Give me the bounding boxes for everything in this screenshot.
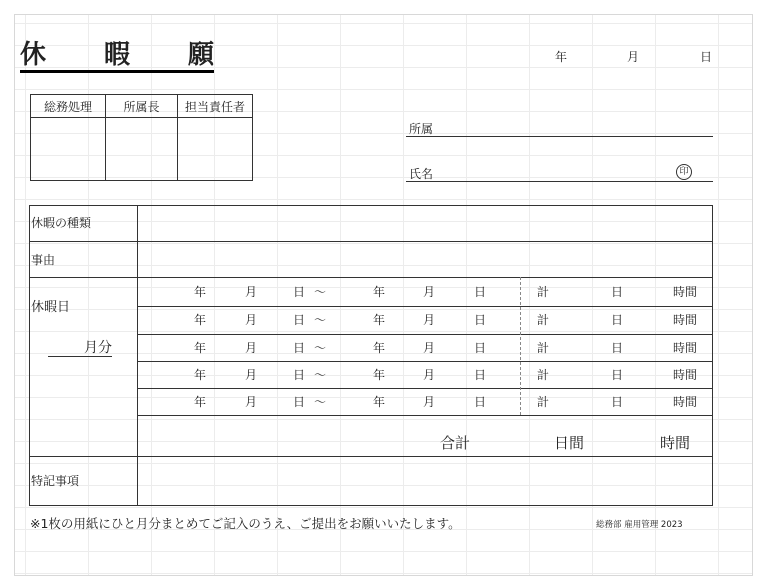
- date-row-hours-label: 時間: [673, 313, 698, 327]
- row-divider: [29, 277, 713, 278]
- date-row-from-year-label: 年: [194, 313, 207, 327]
- name-field[interactable]: [406, 181, 713, 182]
- submission-note: ※1枚の用紙にひと月分まとめてご記入のうえ、ご提出をお願いいたします。: [30, 516, 461, 531]
- date-row-days-label: 日: [611, 285, 624, 299]
- date-row-hours-label: 時間: [673, 341, 698, 355]
- date-row-days-label: 日: [611, 313, 624, 327]
- date-row-days-label: 日: [611, 341, 624, 355]
- date-row-days-label: 日: [611, 395, 624, 409]
- approval-header-general-affairs: 総務処理: [31, 95, 106, 118]
- leave-dates-label: 休暇日: [31, 300, 71, 315]
- date-month-label: 月: [627, 50, 640, 64]
- date-row-to-day-label: 日: [474, 368, 487, 382]
- leave-type-label: 休暇の種類: [31, 216, 92, 230]
- affiliation-label: 所属: [409, 122, 434, 136]
- date-row-hours-label: 時間: [673, 368, 698, 382]
- date-row-tilde-label: 〜: [314, 313, 327, 327]
- date-row-to-month-label: 月: [423, 395, 436, 409]
- title-char-3: 願: [187, 40, 214, 70]
- row-divider: [137, 415, 713, 416]
- approval-header-dept-head: 所属長: [106, 95, 178, 118]
- date-row-total-label: 計: [537, 285, 550, 299]
- date-row-to-year-label: 年: [373, 341, 386, 355]
- date-row-to-year-label: 年: [373, 368, 386, 382]
- reason-field[interactable]: [138, 242, 712, 277]
- date-year-label: 年: [555, 50, 568, 64]
- date-row-to-year-label: 年: [373, 285, 386, 299]
- date-row-from-month-label: 月: [245, 368, 258, 382]
- sum-hours-label: 時間: [660, 434, 691, 452]
- date-row-from-year-label: 年: [194, 341, 207, 355]
- date-row-to-month-label: 月: [423, 285, 436, 299]
- date-row-hours-label: 時間: [673, 285, 698, 299]
- date-row-from-year-label: 年: [194, 395, 207, 409]
- notes-label: 特記事項: [31, 474, 80, 488]
- approval-stamp-table: [30, 94, 253, 181]
- title-char-1: 休: [20, 40, 47, 70]
- date-row-from-day-label: 日: [293, 341, 306, 355]
- notes-field[interactable]: [138, 457, 712, 505]
- name-label: 氏名: [409, 167, 434, 181]
- date-day-label: 日: [700, 50, 713, 64]
- date-row-tilde-label: 〜: [314, 395, 327, 409]
- date-row-to-year-label: 年: [373, 395, 386, 409]
- seal-icon: 印: [676, 164, 692, 180]
- sum-days-label: 日間: [554, 434, 585, 452]
- date-row-total-label: 計: [537, 395, 550, 409]
- date-row-to-day-label: 日: [474, 313, 487, 327]
- date-row-from-year-label: 年: [194, 285, 207, 299]
- date-row-to-day-label: 日: [474, 285, 487, 299]
- date-row-to-day-label: 日: [474, 395, 487, 409]
- form-credit: 総務部 雇用管理 2023: [596, 520, 683, 530]
- date-row-to-month-label: 月: [423, 368, 436, 382]
- date-row-total-label: 計: [537, 313, 550, 327]
- date-row-from-day-label: 日: [293, 313, 306, 327]
- approval-stamp-box-1[interactable]: [31, 118, 106, 181]
- approval-stamp-box-3[interactable]: [178, 118, 253, 181]
- month-field[interactable]: 月分: [48, 341, 112, 357]
- affiliation-field[interactable]: [406, 136, 713, 137]
- date-row-from-month-label: 月: [245, 395, 258, 409]
- date-row-from-day-label: 日: [293, 368, 306, 382]
- date-row-to-year-label: 年: [373, 313, 386, 327]
- date-row-hours-label: 時間: [673, 395, 698, 409]
- reason-label: 事由: [31, 253, 56, 267]
- approval-header-manager: 担当責任者: [178, 95, 253, 118]
- date-row-from-month-label: 月: [245, 285, 258, 299]
- date-row-from-day-label: 日: [293, 285, 306, 299]
- approval-stamp-box-2[interactable]: [106, 118, 178, 181]
- date-row-to-month-label: 月: [423, 313, 436, 327]
- date-row-from-year-label: 年: [194, 368, 207, 382]
- date-row-total-label: 計: [537, 368, 550, 382]
- date-row-tilde-label: 〜: [314, 285, 327, 299]
- date-row-days-label: 日: [611, 368, 624, 382]
- date-row-from-month-label: 月: [245, 341, 258, 355]
- date-row-from-day-label: 日: [293, 395, 306, 409]
- sum-total-label: 合計: [440, 434, 471, 452]
- date-row-to-day-label: 日: [474, 341, 487, 355]
- date-row-to-month-label: 月: [423, 341, 436, 355]
- leave-type-field[interactable]: [138, 206, 712, 241]
- date-row-from-month-label: 月: [245, 313, 258, 327]
- date-row-tilde-label: 〜: [314, 341, 327, 355]
- title-char-2: 暇: [103, 40, 130, 70]
- form-title: [20, 40, 214, 73]
- date-row-total-label: 計: [537, 341, 550, 355]
- date-row-tilde-label: 〜: [314, 368, 327, 382]
